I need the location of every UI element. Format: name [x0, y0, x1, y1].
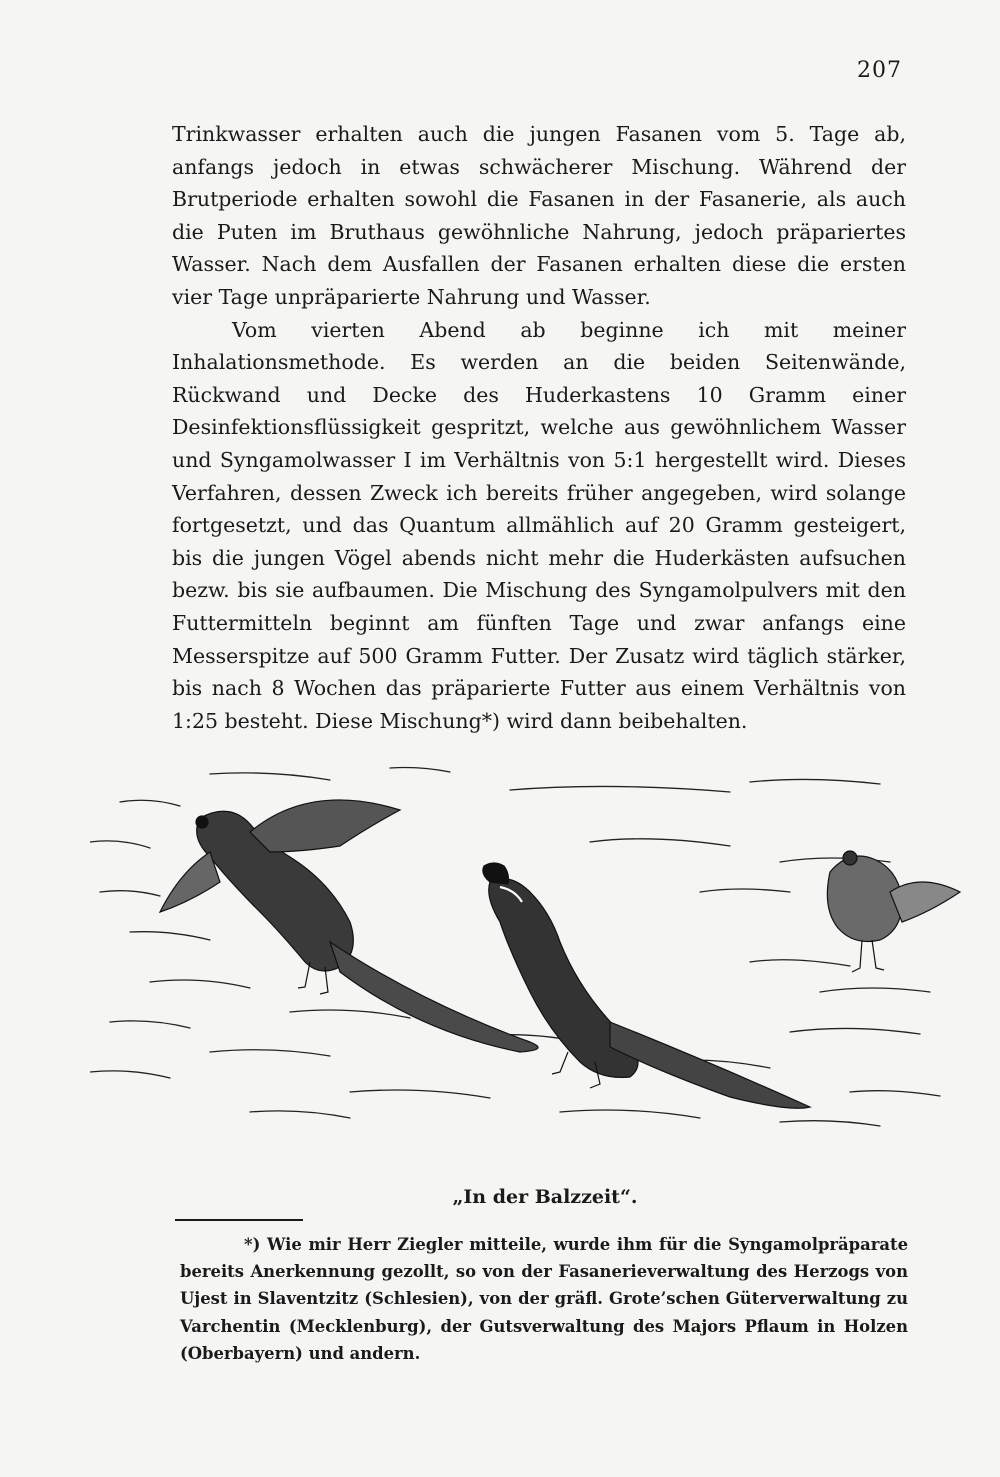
paragraph-2: Vom vierten Abend ab beginne ich mit meiner Inhalationsmethode. Es werden an die beiden Seitenwände, Rückwand und Decke des Huderkastens 10 Gramm einer Desinfektionsflüssigkeit gespritzt, welche aus gewöhnlichem Wasser und Syngamolwasser I im Verhältnis von 5:1 hergestellt wird. Dieses Verfahren, dessen Zweck ich bereits früher angegeben, wird solange fortgesetzt, und das Quantum allmählich auf 20 Gramm gesteigert, bis die jungen Vögel abends nicht mehr die Huderkästen aufsuchen bezw. bis sie aufbaumen. Die Mischung des Syngamolpulvers mit den Futtermitteln beginnt am fünften Tage und zwar anfangs eine Messerspitze auf 500 Gramm Futter. Der Zusatz wird täglich stärker, bis nach 8 Wochen das präparierte Futter aus einem Verhältnis von 1:25 besteht. Diese Mischung*) wird dann beibehalten.	[172, 317, 906, 733]
pheasant-illustration	[90, 762, 970, 1142]
paragraph-1: Trinkwasser erhalten auch die jungen Fasanen vom 5. Tage ab, anfangs jedoch in etwas schwächerer Mischung. Während der Brutperiode erhalten sowohl die Fasanen in der Fasanerie, als auch die Puten im Bruthaus gewöhnliche Nahrung, jedoch präpariertes Wasser. Nach dem Ausfallen der Fasanen erhalten diese die ersten vier Tage unpräparierte Nahrung und Wasser.	[172, 122, 906, 309]
page-number: 207	[857, 58, 902, 83]
figure-caption: „In der Balzzeit“.	[452, 1186, 638, 1208]
standing-pheasant	[827, 851, 960, 972]
walking-pheasant	[483, 863, 810, 1108]
footnote-divider	[175, 1219, 303, 1221]
footnote-text: *) Wie mir Herr Ziegler mitteile, wurde ihm für die Syngamolpräparate bereits Anerkennung gezollt, so von der Fasanerieverwaltung des Herzogs von Ujest in Slaventzitz (Schlesien), von der gräfl. Grote’schen Güterverwaltung zu Varchentin (Mecklenburg), der Gutsverwaltung des Majors Pflaum in Holzen (Oberbayern) und andern.	[180, 1235, 908, 1363]
body-text	[172, 118, 906, 737]
flying-pheasant	[160, 800, 538, 1052]
footnote	[180, 1231, 908, 1367]
